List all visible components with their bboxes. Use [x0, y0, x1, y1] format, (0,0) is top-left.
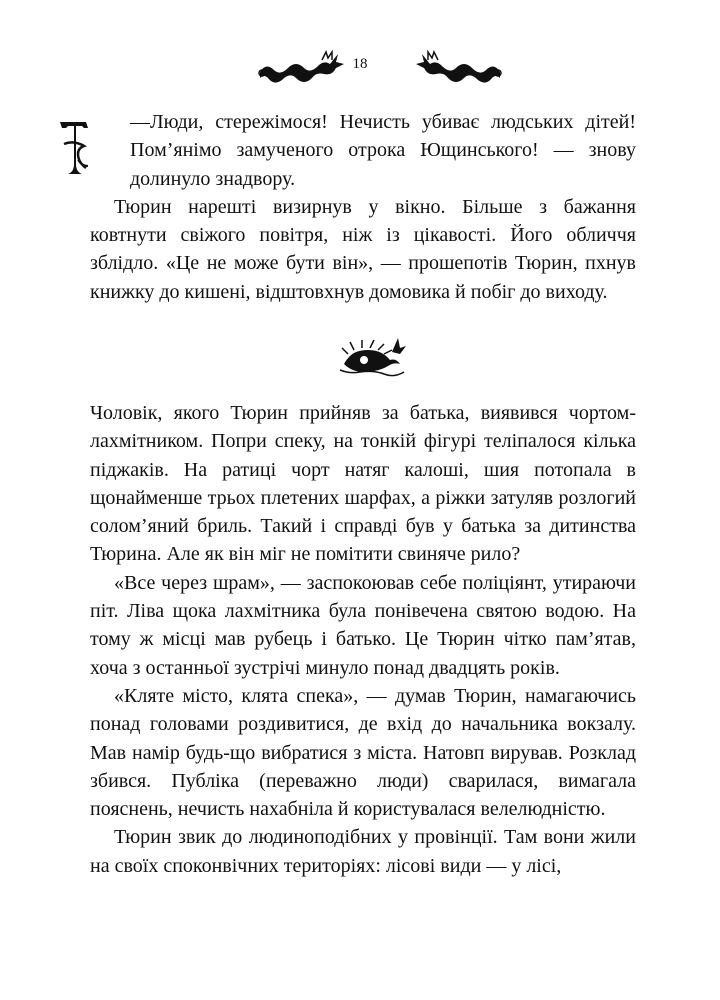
paragraph: «Кляте місто, клята спека», — думав Тюрин, намагаючись понад головами роздивитися, де вхід до начальника вокзалу. Мав намір будь-що вибратися з міста. Натовп вирував. Розклад збився. Публіка (переважно люди) сварилася, вимагала пояснень, нечисть нахабніла й користувалася велелюдністю.: [90, 684, 636, 821]
dragon-icon: [252, 40, 352, 100]
page-number: 18: [352, 56, 368, 72]
section-1: [90, 108, 636, 306]
paragraph: Тюрин звик до людиноподібних у провінції. Там вони жили на своїх споконвічних територіях: лісові види — у лісі,: [90, 826, 636, 877]
paragraph: —Люди, стережімося! Нечисть убиває людських дітей! Пом’янімо замученого отрока Ющинського! — знову долинуло знадвору.: [130, 111, 636, 190]
paragraph: Тюрин нарешті визирнув у вікно. Більше з бажання ковтнути свіжого повітря, ніж із цікавості. Його обличчя зблідло. «Це не може бути він», — прошепотів Тюрин, пхнув книжку до кишені, відштовхнув домовика й побіг до виходу.: [90, 195, 636, 303]
paragraph: «Все через шрам», — заспокоював себе поліціянт, утираючи піт. Ліва щока лахмітника була понівечена святою водою. На тому ж місці мав рубець і батько. Це Тюрин чітко пам’ятав, хоча з останньої зустрічі минуло понад двадцять років.: [90, 571, 636, 679]
dragon-icon: [408, 40, 508, 100]
first-paragraph-wrap: [90, 108, 636, 193]
ornate-letter-icon: [56, 114, 92, 178]
ship-ornament-icon: [334, 330, 414, 378]
page-header: [0, 40, 720, 100]
section-2: [90, 399, 636, 880]
paragraph: Чоловік, якого Тюрин прийняв за батька, виявився чортом-лахмітником. Попри спеку, на тонкій фігурі теліпалося кілька піджаків. На ратиці чорт натяг калоші, шия потопала в щонайменше трьох плетених шарфах, а ріжки затуляв розлогий солом’яний бриль. Такий і справді був у батька за дитинства Тюрина. Але як він міг не помітити свиняче рило?: [90, 402, 636, 566]
